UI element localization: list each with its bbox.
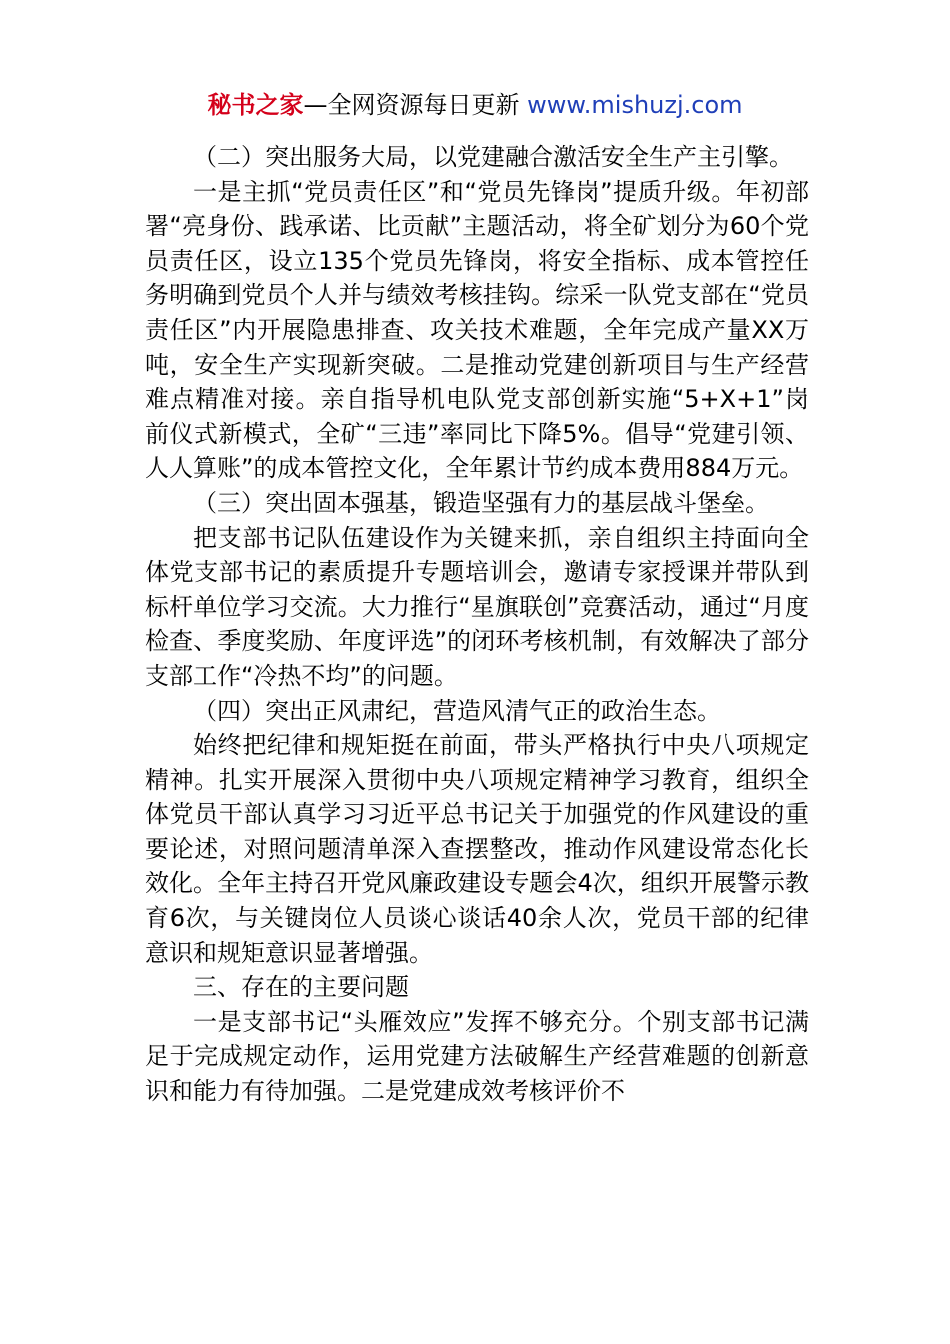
paragraph-problems: 一是支部书记“头雁效应”发挥不够充分。个别支部书记满足于完成规定动作，运用党建方法破解生产经营难题的创新意识和能力有待加强。二是党建成效考核评价不: [145, 1007, 809, 1106]
header-tagline: 全网资源每日更新: [327, 91, 520, 119]
section-heading-four: （四）突出正风肃纪，营造风清气正的政治生态。: [193, 696, 721, 725]
paragraph-branch-secretaries: 把支部书记队伍建设作为关键来抓，亲自组织主持面向全体党支部书记的素质提升专题培训会，邀请专家授课并带队到标杆单位学习交流。大力推行“星旗联创”竞赛活动，通过“月度检查、季度奖励、年度评选”的闭环考核机制，有效解决了部分支部工作“冷热不均”的问题。: [145, 523, 809, 690]
paragraph-party-responsibility: 一是主抓“党员责任区”和“党员先锋岗”提质升级。年初部署“亮身份、践承诺、比贡献”主题活动，将全矿划分为60个党员责任区，设立135个党员先锋岗，将安全指标、成本管控任务明确到党员个人并与绩效考核挂钩。综采一队党支部在“党员责任区”内开展隐患排查、攻关技术难题，全年完成产量XX万吨，安全生产实现新突破。二是推动党建创新项目与生产经营难点精准对接。亲自指导机电队党支部创新实施“5+X+1”岗前仪式新模式，全矿“三违”率同比下降5%。倡导“党建引领、人人算账”的成本管控文化，全年累计节约成本费用884万元。: [145, 177, 809, 483]
section-heading-three: （三）突出固本强基，锻造坚强有力的基层战斗堡垒。: [193, 488, 769, 517]
site-header: [0, 88, 950, 122]
section-heading-problems: 三、存在的主要问题: [193, 973, 409, 1002]
document-body: [145, 140, 809, 1109]
header-separator: —: [303, 91, 328, 119]
site-url-link[interactable]: www.mishuzj.com: [527, 91, 743, 119]
section-heading-two: （二）突出服务大局，以党建融合激活安全生产主引擎。: [193, 143, 793, 171]
paragraph-discipline: 始终把纪律和规矩挺在前面，带头严格执行中央八项规定精神。扎实开展深入贯彻中央八项规定精神学习教育，组织全体党员干部认真学习习近平总书记关于加强党的作风建设的重要论述，对照问题清单深入查摆整改，推动作风建设常态化长效化。全年主持召开党风廉政建设专题会4次，组织开展警示教育6次，与关键岗位人员谈心谈话40余人次，党员干部的纪律意识和规矩意识显著增强。: [145, 731, 809, 967]
site-brand: 秘书之家: [207, 91, 304, 119]
